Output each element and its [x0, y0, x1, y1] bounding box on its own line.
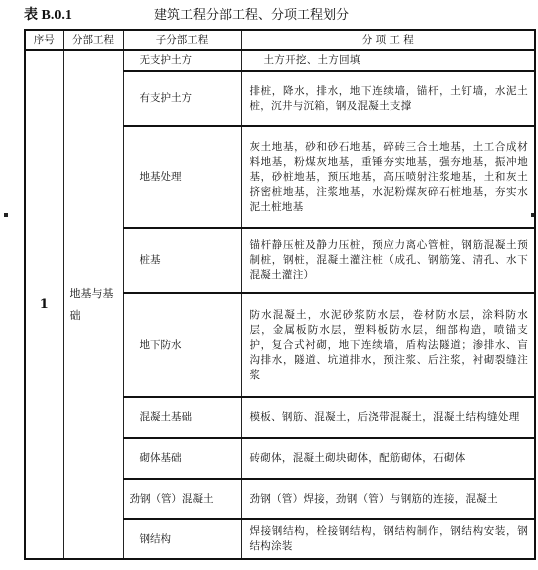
items-cell: 焊接钢结构，栓接钢结构，钢结构制作，钢结构安装，钢结构涂装: [241, 519, 535, 559]
header-row: [25, 30, 535, 50]
subdivision-cell: 无支护土方: [123, 50, 241, 71]
items-cell: 砖砌体，混凝土砌块砌体，配筋砌体，石砌体: [241, 438, 535, 479]
header-number: 序号: [25, 30, 63, 50]
items-cell: 模板、钢筋、混凝土，后浇带混凝土，混凝土结构缝处理: [241, 397, 535, 438]
subdivision-cell: 劲钢（管）混凝土: [123, 479, 241, 519]
table-caption: [24, 6, 350, 26]
subdivision-cell: 有支护土方: [123, 71, 241, 126]
left-margin-mark: [4, 213, 8, 217]
division-name: 地基与基础: [63, 50, 123, 559]
table-title: 建筑工程分部工程、分项工程划分: [154, 8, 350, 23]
items-cell: 灰土地基，砂和砂石地基，碎砖三合土地基，土工合成材料地基，粉煤灰地基，重锤夯实地基，强夯地基，振冲地基，砂桩地基，预压地基，高压喷射注浆地基，土和灰土挤密桩地基，注浆地基，水泥粉煤灰碎石桩地基，夯实水泥土桩地基: [241, 126, 535, 228]
subdivision-cell: 桩基: [123, 228, 241, 293]
subdivision-cell: 砌体基础: [123, 438, 241, 479]
subdivision-cell: 钢结构: [123, 519, 241, 559]
header-division: 分部工程: [63, 30, 123, 50]
items-cell: 防水混凝土，水泥砂浆防水层，卷材防水层，涂料防水层，金属板防水层，塑料板防水层，细部构造，喷锚支护，复合式衬砌，地下连续墙，盾构法隧道；渗排水、盲沟排水，隧道、坑道排水，预注浆、后注浆，衬砌裂缝注浆: [241, 293, 535, 397]
header-items: 分 项 工 程: [241, 30, 535, 50]
items-cell: 排桩，降水，排水，地下连续墙，锚杆，土钉墙，水泥土桩，沉井与沉箱，钢及混凝土支撑: [241, 71, 535, 126]
division-number: 1: [25, 50, 63, 559]
items-cell: 锚杆静压桩及静力压桩，预应力离心管桩，钢筋混凝土预制桩，钢桩，混凝土灌注桩（成孔、钢筋笼、清孔、水下混凝土灌注）: [241, 228, 535, 293]
subdivision-cell: 混凝土基础: [123, 397, 241, 438]
subdivision-cell: 地基处理: [123, 126, 241, 228]
table-label: 表 B.0.1: [24, 8, 72, 23]
items-cell: 土方开挖、土方回填: [241, 50, 535, 71]
subdivision-cell: 地下防水: [123, 293, 241, 397]
division-table: [24, 29, 536, 560]
header-subdivision: 子分部工程: [123, 30, 241, 50]
table-row: [25, 50, 535, 71]
items-cell: 劲钢（管）焊接，劲钢（管）与钢筋的连接，混凝土: [241, 479, 535, 519]
